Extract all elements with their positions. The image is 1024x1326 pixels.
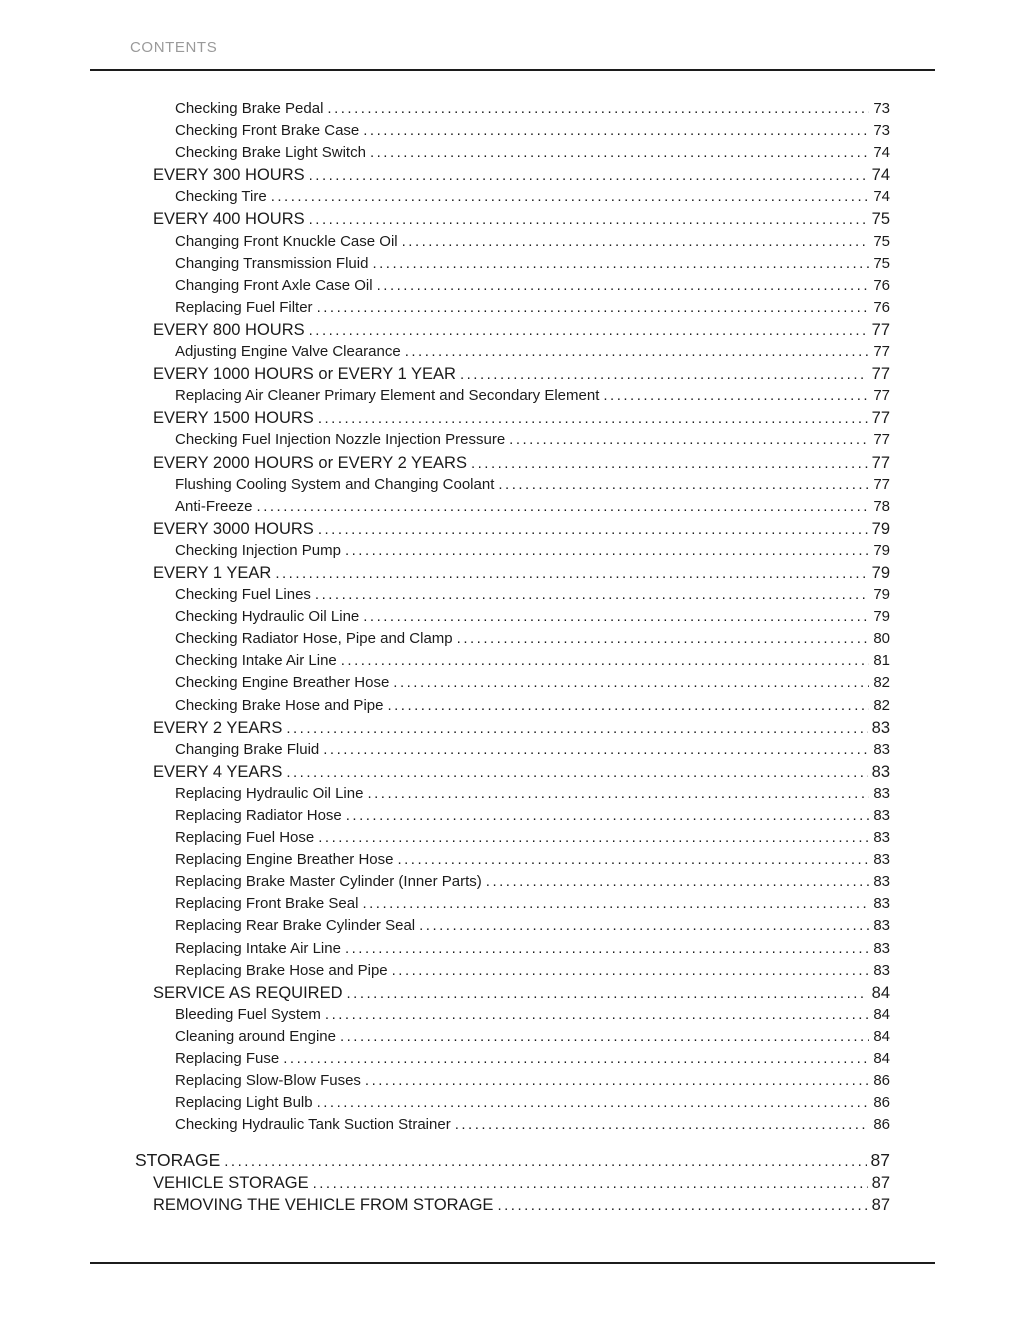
toc-entry-title: Replacing Hydraulic Oil Line xyxy=(175,784,364,802)
toc-entry-page: 77 xyxy=(871,365,890,384)
toc-entry-page: 77 xyxy=(871,453,890,472)
toc-entry-title: REMOVING THE VEHICLE FROM STORAGE xyxy=(153,1195,494,1214)
toc-entry xyxy=(175,960,890,982)
dot-leader xyxy=(486,871,870,893)
toc-entry-title: Replacing Light Bulb xyxy=(175,1094,313,1112)
toc-entry-page: 82 xyxy=(873,674,890,692)
dot-leader xyxy=(419,915,869,937)
toc-entry xyxy=(175,1004,890,1026)
toc-entry xyxy=(153,1194,890,1216)
toc-entry-title: EVERY 800 HOURS xyxy=(153,320,305,339)
toc-entry-title: EVERY 2000 HOURS or EVERY 2 YEARS xyxy=(153,453,467,472)
dot-leader xyxy=(346,805,870,827)
toc-entry-page: 86 xyxy=(873,1072,890,1090)
toc-entry-page: 84 xyxy=(873,1027,890,1045)
dot-leader xyxy=(367,783,869,805)
toc-entry-title: EVERY 2 YEARS xyxy=(153,718,283,737)
toc-entry-page: 84 xyxy=(873,1005,890,1023)
toc-entry-page: 77 xyxy=(873,387,890,405)
toc-entry-page: 83 xyxy=(873,784,890,802)
dot-leader xyxy=(471,453,868,474)
toc-entry-title: Replacing Radiator Hose xyxy=(175,807,342,824)
toc-entry xyxy=(175,231,890,253)
toc-entry-title: Replacing Fuse xyxy=(175,1050,280,1068)
toc-entry-title: Checking Hydraulic Oil Line xyxy=(175,608,360,626)
footer-divider xyxy=(90,1262,935,1264)
dot-leader xyxy=(365,1070,869,1092)
toc-entry-page: 83 xyxy=(871,762,890,781)
header-divider xyxy=(90,69,935,71)
dot-leader xyxy=(286,762,867,783)
toc-entry-title: Replacing Fuel Hose xyxy=(175,829,315,847)
toc-entry xyxy=(175,871,890,893)
toc-entry-title: Replacing Brake Master Cylinder (Inner Parts) xyxy=(175,873,482,891)
toc-entry-title: Checking Tire xyxy=(175,188,267,206)
toc-entry xyxy=(175,186,890,208)
toc-entry xyxy=(175,606,890,628)
toc-entry xyxy=(175,827,890,849)
dot-leader xyxy=(402,231,870,253)
toc-entry xyxy=(175,672,890,694)
toc-entry-page: 76 xyxy=(873,298,890,316)
dot-leader xyxy=(455,1114,870,1136)
toc-entry xyxy=(153,164,890,186)
toc-entry xyxy=(175,1048,890,1070)
dot-leader xyxy=(603,385,869,407)
toc-entry-title: Replacing Engine Breather Hose xyxy=(175,851,394,869)
dot-leader xyxy=(498,474,869,496)
dot-leader xyxy=(317,1092,870,1114)
toc-entry xyxy=(175,120,890,142)
toc-entry-page: 87 xyxy=(871,1173,890,1192)
toc-entry-page: 76 xyxy=(873,276,890,294)
toc-entry-title: Changing Brake Fluid xyxy=(175,740,320,758)
dot-leader xyxy=(318,408,868,429)
dot-leader xyxy=(323,739,869,761)
toc-entry-title: Checking Brake Hose and Pipe xyxy=(175,696,384,714)
toc-entry-title: EVERY 300 HOURS xyxy=(153,166,305,185)
dot-leader xyxy=(393,672,869,694)
toc-entry xyxy=(175,783,890,805)
toc-entry-title: Checking Radiator Hose, Pipe and Clamp xyxy=(175,630,453,648)
toc-entry-page: 77 xyxy=(871,409,890,428)
toc-entry-page: 83 xyxy=(873,961,890,979)
toc-entry-title: Cleaning around Engine xyxy=(175,1027,336,1045)
dot-leader xyxy=(325,1004,869,1026)
toc-entry xyxy=(175,429,890,451)
toc-entry-title: Anti-Freeze xyxy=(175,497,253,515)
toc-entry-title: Flushing Cooling System and Changing Coolant xyxy=(175,475,495,493)
dot-leader xyxy=(317,297,870,319)
toc-entry-title: Replacing Air Cleaner Primary Element and Secondary Element xyxy=(175,387,600,405)
toc-entry-title: Checking Hydraulic Tank Suction Strainer xyxy=(175,1116,451,1134)
dot-leader xyxy=(318,827,869,849)
toc-entry xyxy=(153,407,890,429)
dot-leader xyxy=(387,695,869,717)
toc-entry-page: 79 xyxy=(873,608,890,626)
toc-entry xyxy=(153,717,890,739)
dot-leader xyxy=(224,1151,866,1171)
toc-entry xyxy=(175,1070,890,1092)
toc-entry-title: EVERY 4 YEARS xyxy=(153,762,283,781)
toc-entry-page: 79 xyxy=(871,563,890,582)
dot-leader xyxy=(341,650,870,672)
toc-entry xyxy=(175,1026,890,1048)
dot-leader xyxy=(405,341,870,363)
toc-entry-title: Checking Brake Light Switch xyxy=(175,144,366,162)
toc-entry xyxy=(175,1114,890,1136)
toc-entry xyxy=(175,474,890,496)
toc-entry-page: 84 xyxy=(871,983,890,1002)
dot-leader xyxy=(313,1173,868,1194)
toc-entry-title: Changing Front Knuckle Case Oil xyxy=(175,232,398,250)
toc-entry-page: 75 xyxy=(873,232,890,250)
toc-entry xyxy=(175,142,890,164)
toc-entry-page: 82 xyxy=(873,696,890,714)
toc-entry xyxy=(153,562,890,584)
toc-entry-page: 84 xyxy=(873,1050,890,1068)
toc-entry-page: 83 xyxy=(873,939,890,957)
toc-entry-page: 75 xyxy=(873,254,890,272)
dot-leader xyxy=(370,142,869,164)
toc-entry-page: 74 xyxy=(873,144,890,162)
toc-entry-page: 77 xyxy=(871,320,890,339)
dot-leader xyxy=(271,186,870,208)
toc-entry-page: 81 xyxy=(873,652,890,670)
toc-entry-page: 83 xyxy=(873,895,890,913)
toc-entry-title: Replacing Front Brake Seal xyxy=(175,895,359,913)
dot-leader xyxy=(345,540,869,562)
toc-entry-title: Checking Injection Pump xyxy=(175,541,341,559)
toc-entry xyxy=(135,1149,890,1171)
toc-entry-page: 77 xyxy=(873,431,890,449)
toc-entry xyxy=(175,805,890,827)
toc-entry xyxy=(175,584,890,606)
toc-entry-page: 83 xyxy=(873,851,890,869)
dot-leader xyxy=(309,165,868,186)
toc-entry-title: EVERY 1 YEAR xyxy=(153,563,272,582)
toc-entry xyxy=(175,275,890,297)
toc-entry xyxy=(153,518,890,540)
toc-entry-title: Replacing Intake Air Line xyxy=(175,939,341,957)
dot-leader xyxy=(457,628,870,650)
dot-leader xyxy=(315,584,869,606)
table-of-contents xyxy=(90,98,935,1216)
toc-entry xyxy=(175,695,890,717)
toc-entry-page: 75 xyxy=(871,210,890,229)
toc-entry-title: Checking Brake Pedal xyxy=(175,100,324,117)
toc-entry-title: Replacing Brake Hose and Pipe xyxy=(175,961,388,979)
dot-leader xyxy=(318,519,868,540)
toc-entry-page: 74 xyxy=(873,188,890,206)
toc-entry-page: 73 xyxy=(873,100,890,117)
toc-entry-title: EVERY 1500 HOURS xyxy=(153,409,314,428)
dot-leader xyxy=(497,1195,867,1216)
toc-entry-page: 79 xyxy=(871,519,890,538)
toc-entry-title: EVERY 400 HOURS xyxy=(153,210,305,229)
toc-entry-page: 78 xyxy=(873,497,890,515)
toc-entry-page: 87 xyxy=(870,1150,890,1171)
dot-leader xyxy=(309,320,868,341)
toc-entry-page: 83 xyxy=(873,740,890,758)
toc-entry-page: 86 xyxy=(873,1094,890,1112)
toc-entry xyxy=(175,938,890,960)
toc-entry-title: Checking Fuel Injection Nozzle Injection Pressure xyxy=(175,431,506,449)
toc-entry xyxy=(175,253,890,275)
toc-entry xyxy=(175,893,890,915)
toc-entry xyxy=(175,385,890,407)
toc-entry-title: Checking Fuel Lines xyxy=(175,586,311,604)
dot-leader xyxy=(460,364,868,385)
toc-entry xyxy=(175,540,890,562)
toc-entry-title: Checking Intake Air Line xyxy=(175,652,337,670)
toc-entry xyxy=(175,650,890,672)
toc-entry-page: 74 xyxy=(871,166,890,185)
toc-entry xyxy=(175,341,890,363)
dot-leader xyxy=(377,275,870,297)
toc-entry xyxy=(175,915,890,937)
dot-leader xyxy=(392,960,870,982)
dot-leader xyxy=(509,429,869,451)
toc-entry-title: EVERY 3000 HOURS xyxy=(153,519,314,538)
toc-entry xyxy=(175,739,890,761)
toc-entry-page: 83 xyxy=(873,873,890,891)
toc-entry-title: Replacing Fuel Filter xyxy=(175,298,313,316)
dot-leader xyxy=(363,120,869,142)
toc-entry xyxy=(153,452,890,474)
toc-entry-title: Checking Front Brake Case xyxy=(175,122,360,140)
toc-entry-page: 86 xyxy=(873,1116,890,1134)
dot-leader xyxy=(257,496,870,518)
toc-entry-page: 80 xyxy=(873,630,890,648)
toc-entry xyxy=(175,1092,890,1114)
toc-entry-title: STORAGE xyxy=(135,1150,221,1171)
toc-entry xyxy=(175,297,890,319)
toc-entry-title: Changing Front Axle Case Oil xyxy=(175,276,373,294)
toc-entry xyxy=(175,628,890,650)
toc-entry-title: Replacing Rear Brake Cylinder Seal xyxy=(175,917,416,935)
dot-leader xyxy=(327,98,869,120)
toc-entry xyxy=(153,982,890,1004)
toc-entry xyxy=(153,208,890,230)
toc-entry-title: VEHICLE STORAGE xyxy=(153,1173,309,1192)
page-header-contents: CONTENTS xyxy=(130,39,218,56)
toc-entry xyxy=(153,319,890,341)
dot-leader xyxy=(275,563,867,584)
toc-entry-page: 73 xyxy=(873,122,890,140)
dot-leader xyxy=(362,893,869,915)
toc-entry-title: Bleeding Fuel System xyxy=(175,1005,321,1023)
dot-leader xyxy=(363,606,869,628)
toc-entry-title: SERVICE AS REQUIRED xyxy=(153,983,343,1002)
toc-entry-page: 87 xyxy=(871,1195,890,1214)
toc-entry-page: 79 xyxy=(873,541,890,559)
toc-entry-page: 79 xyxy=(873,586,890,604)
toc-entry xyxy=(175,496,890,518)
toc-entry-page: 83 xyxy=(873,829,890,847)
dot-leader xyxy=(347,983,868,1004)
toc-entry xyxy=(175,849,890,871)
toc-entry-page: 83 xyxy=(873,917,890,935)
toc-entry xyxy=(153,761,890,783)
toc-entry-page: 83 xyxy=(873,807,890,824)
toc-entry xyxy=(153,363,890,385)
toc-entry-title: Replacing Slow-Blow Fuses xyxy=(175,1072,361,1090)
toc-entry-title: EVERY 1000 HOURS or EVERY 1 YEAR xyxy=(153,365,456,384)
toc-entry-page: 77 xyxy=(873,475,890,493)
dot-leader xyxy=(397,849,869,871)
toc-entry-title: Changing Transmission Fluid xyxy=(175,254,369,272)
dot-leader xyxy=(283,1048,869,1070)
toc-entry-page: 83 xyxy=(871,718,890,737)
dot-leader xyxy=(309,209,868,230)
toc-entry xyxy=(175,98,890,120)
toc-entry xyxy=(153,1172,890,1194)
dot-leader xyxy=(286,718,867,739)
dot-leader xyxy=(345,938,869,960)
toc-entry-title: Adjusting Engine Valve Clearance xyxy=(175,343,401,361)
dot-leader xyxy=(340,1026,869,1048)
toc-entry-title: Checking Engine Breather Hose xyxy=(175,674,390,692)
dot-leader xyxy=(372,253,869,275)
toc-entry-page: 77 xyxy=(873,343,890,361)
